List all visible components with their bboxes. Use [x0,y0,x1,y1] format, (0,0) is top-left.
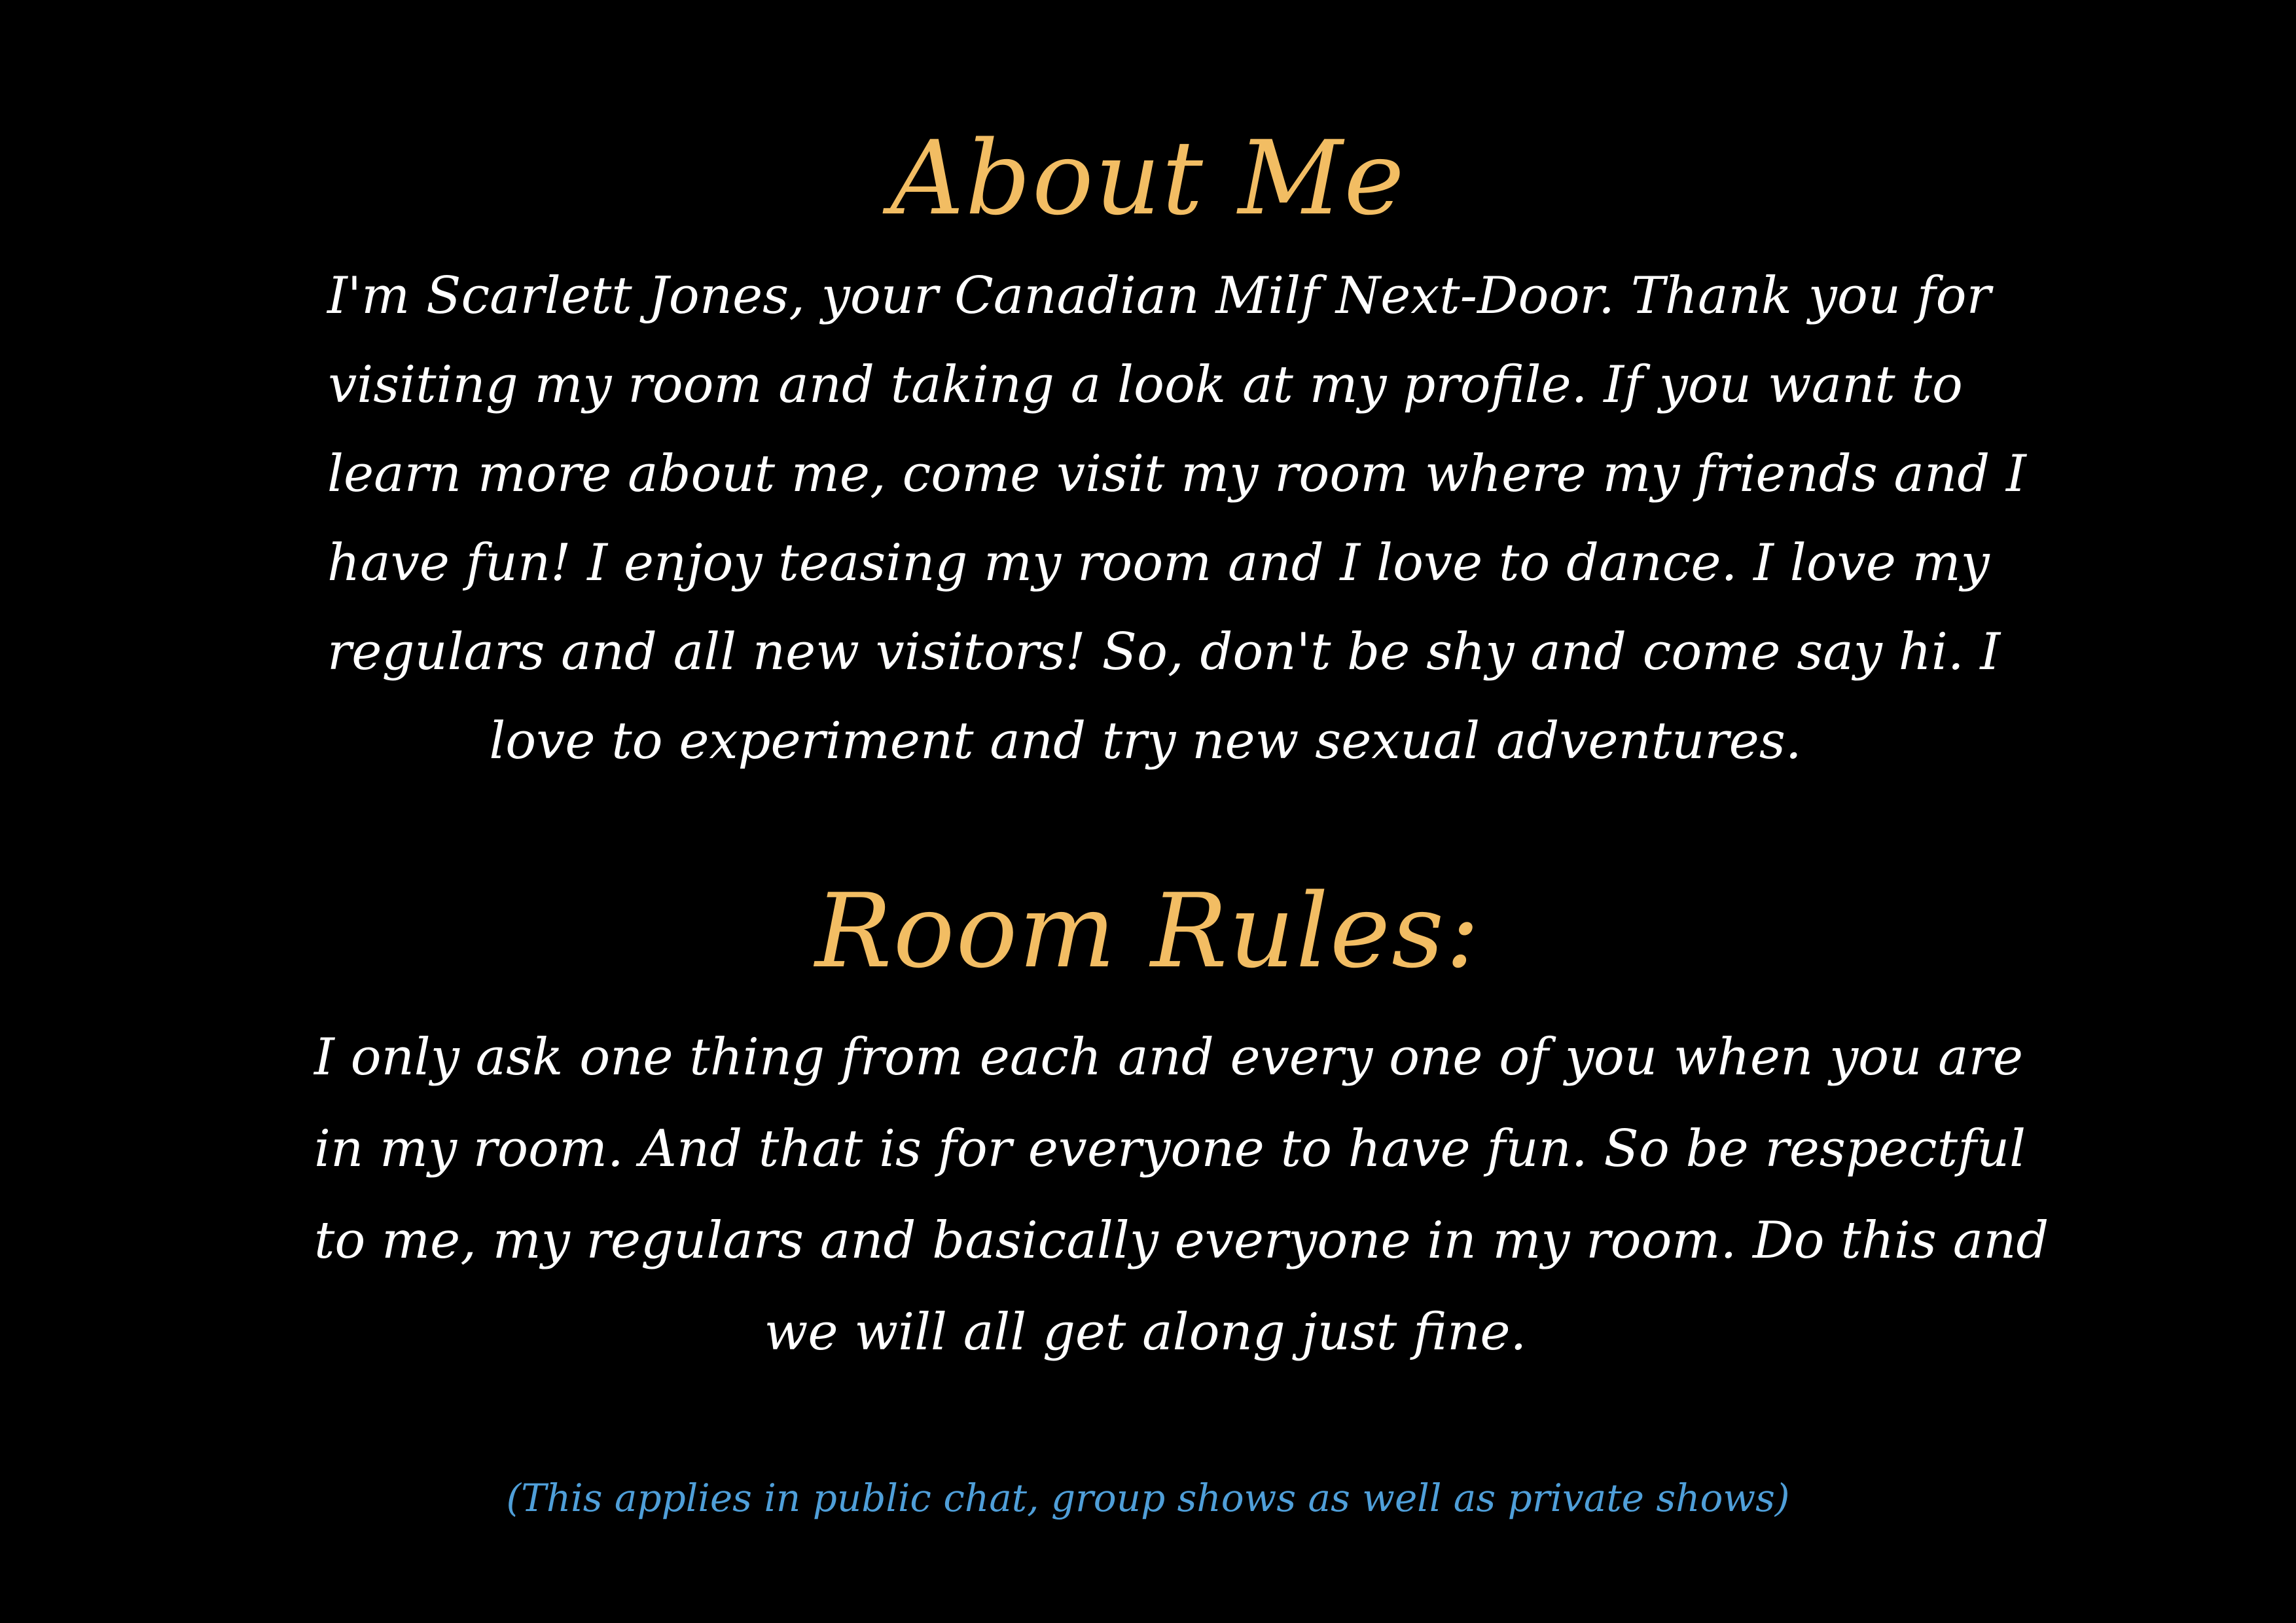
room-rules-line: I only ask one thing from each and every one of you when you are [314,1028,2024,1087]
rules-scope-note: (This applies in public chat, group shows as well as private shows) [506,1476,1790,1520]
about-me-line: visiting my room and taking a look at my profile. If you want to [328,356,1963,414]
about-me-line: love to experiment and try new sexual adventures. [489,712,1802,771]
room-rules-heading: Room Rules: [815,871,1481,991]
about-me-line: regulars and all new visitors! So, don't be shy and come say hi. I [327,623,2001,682]
about-me-line: learn more about me, come visit my room where my friends and I [327,445,2026,503]
about-me-line: I'm Scarlett Jones, your Canadian Milf Next-Door. Thank you for [327,266,1991,325]
room-rules-paragraph [314,1012,2049,1378]
room-rules-line: in my room. And that is for everyone to have fun. So be respectful [314,1120,2026,1178]
about-me-paragraph [327,251,2026,786]
room-rules-line: we will all get along just fine. [764,1303,1527,1362]
about-me-heading: About Me [890,119,1406,238]
about-me-line: have fun! I enjoy teasing my room and I love to dance. I love my [327,534,1990,593]
room-rules-line: to me, my regulars and basically everyone in my room. Do this and [314,1211,2049,1270]
